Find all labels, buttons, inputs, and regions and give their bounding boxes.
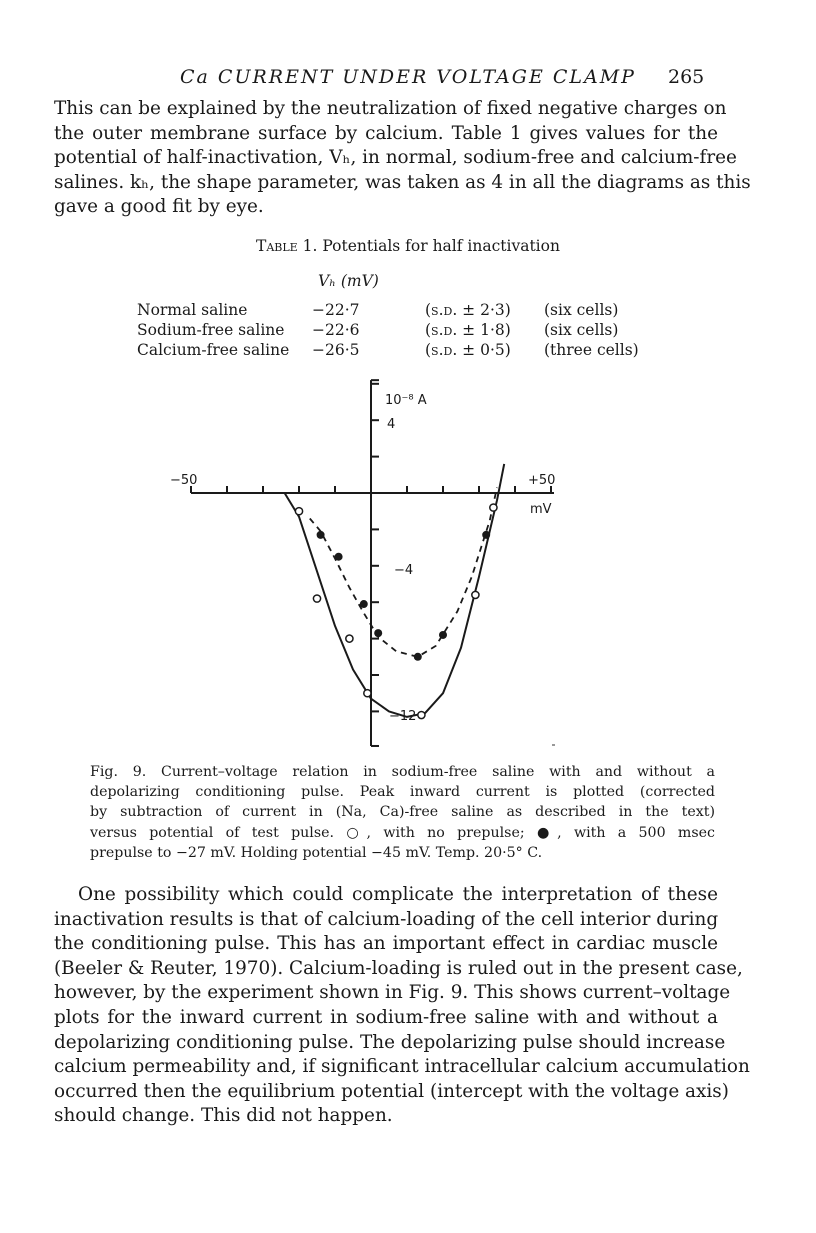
text-line: (Beeler & Reuter, 1970). Calcium-loading is ruled out in the present case, bbox=[54, 957, 743, 979]
page-number: 265 bbox=[668, 66, 705, 88]
text-line: the conditioning pulse. This has an important effect in cardiac muscle bbox=[54, 933, 718, 955]
data-point-filled bbox=[360, 600, 368, 608]
text-line: plots for the inward current in sodium-free saline with and without a bbox=[54, 1006, 718, 1028]
table-column-header: Vₕ (mV) bbox=[318, 272, 379, 290]
text-line: calcium permeability and, if significant intracellular calcium accumulation bbox=[54, 1056, 750, 1078]
y-tick-label: −4 bbox=[394, 563, 414, 578]
data-point-filled bbox=[374, 629, 382, 637]
text-line: salines. kₕ, the shape parameter, was taken as 4 in all the diagrams as this bbox=[54, 171, 751, 193]
curve-no-prepulse bbox=[285, 464, 505, 717]
data-point-filled bbox=[414, 653, 422, 661]
text-line: gave a good fit by eye. bbox=[54, 196, 264, 218]
y-tick-label: −12 bbox=[389, 709, 417, 724]
table-cell-cells: (six cells) bbox=[544, 301, 619, 319]
table-cell-saline: Calcium-free saline bbox=[137, 341, 290, 359]
data-point-open bbox=[313, 595, 320, 602]
caption-line: by subtraction of current in (Na, Ca)-free saline as described in the text) bbox=[90, 804, 715, 821]
data-point-filled bbox=[482, 531, 490, 539]
table-title: Potentials for half inactivation bbox=[322, 237, 560, 255]
scan-speck bbox=[552, 744, 555, 746]
data-point-open bbox=[346, 635, 353, 642]
y-axis-unit-label: 10⁻⁸ A bbox=[385, 393, 427, 408]
table-cell-vh: −22·7 bbox=[312, 301, 360, 319]
data-point-open bbox=[472, 591, 479, 598]
table-cell-vh: −26·5 bbox=[312, 341, 360, 359]
data-point-filled bbox=[335, 553, 343, 561]
table-cell-vh: −22·6 bbox=[312, 321, 360, 339]
caption-line: prepulse to −27 mV. Holding potential −45 mV. Temp. 20·5° C. bbox=[90, 844, 543, 861]
table-label: Table 1. bbox=[256, 237, 318, 255]
text-line: One possibility which could complicate the interpretation of these bbox=[78, 884, 718, 905]
data-point-open bbox=[418, 711, 425, 718]
data-point-open bbox=[490, 504, 497, 511]
caption-line: Fig. 9. Current–voltage relation in sodium-free saline with and without a bbox=[90, 764, 715, 780]
chart-points bbox=[295, 504, 497, 719]
table-cell-sd: (s.d. ± 2·3) bbox=[425, 301, 511, 319]
text-line: the outer membrane surface by calcium. Table 1 gives values for the bbox=[54, 122, 718, 144]
text-line: This can be explained by the neutralization of fixed negative charges on bbox=[54, 98, 727, 119]
text-line: inactivation results is that of calcium-loading of the cell interior during bbox=[54, 908, 719, 930]
table-cell-saline: Normal saline bbox=[137, 301, 248, 319]
table-cell-cells: (six cells) bbox=[544, 321, 619, 339]
x-tick-label: +50 bbox=[528, 473, 556, 488]
data-point-filled bbox=[317, 531, 325, 539]
text-line: occurred then the equilibrium potential (intercept with the voltage axis) bbox=[54, 1080, 729, 1102]
table-cell-sd: (s.d. ± 0·5) bbox=[425, 341, 511, 359]
chart-axes bbox=[191, 380, 554, 746]
text-line: should change. This did not happen. bbox=[54, 1105, 393, 1127]
running-title: Ca CURRENT UNDER VOLTAGE CLAMP bbox=[180, 66, 636, 88]
chart-labels bbox=[170, 393, 555, 724]
text-line: depolarizing conditioning pulse. The depolarizing pulse should increase bbox=[54, 1031, 726, 1053]
data-point-open bbox=[295, 508, 302, 515]
data-point-filled bbox=[439, 631, 447, 639]
table-cell-cells: (three cells) bbox=[544, 341, 639, 359]
text-line: however, by the experiment shown in Fig. 9. This shows current–voltage bbox=[54, 982, 731, 1004]
chart-curves bbox=[285, 464, 505, 717]
paragraph-bottom bbox=[54, 883, 750, 1129]
text-line: potential of half-inactivation, Vₕ, in normal, sodium-free and calcium-free bbox=[54, 147, 737, 169]
x-axis-unit-label: mV bbox=[530, 502, 552, 517]
table-cell-sd: (s.d. ± 1·8) bbox=[425, 321, 511, 339]
caption-line: depolarizing conditioning pulse. Peak inward current is plotted (corrected bbox=[90, 784, 715, 801]
y-tick-label: 4 bbox=[387, 417, 396, 432]
table-cell-saline: Sodium-free saline bbox=[137, 321, 285, 339]
x-tick-label: −50 bbox=[170, 473, 198, 488]
caption-line: versus potential of test pulse. ○, with no prepulse; ●, with a 500 msec bbox=[90, 824, 715, 841]
data-point-open bbox=[364, 690, 371, 697]
figure-caption bbox=[90, 762, 715, 863]
